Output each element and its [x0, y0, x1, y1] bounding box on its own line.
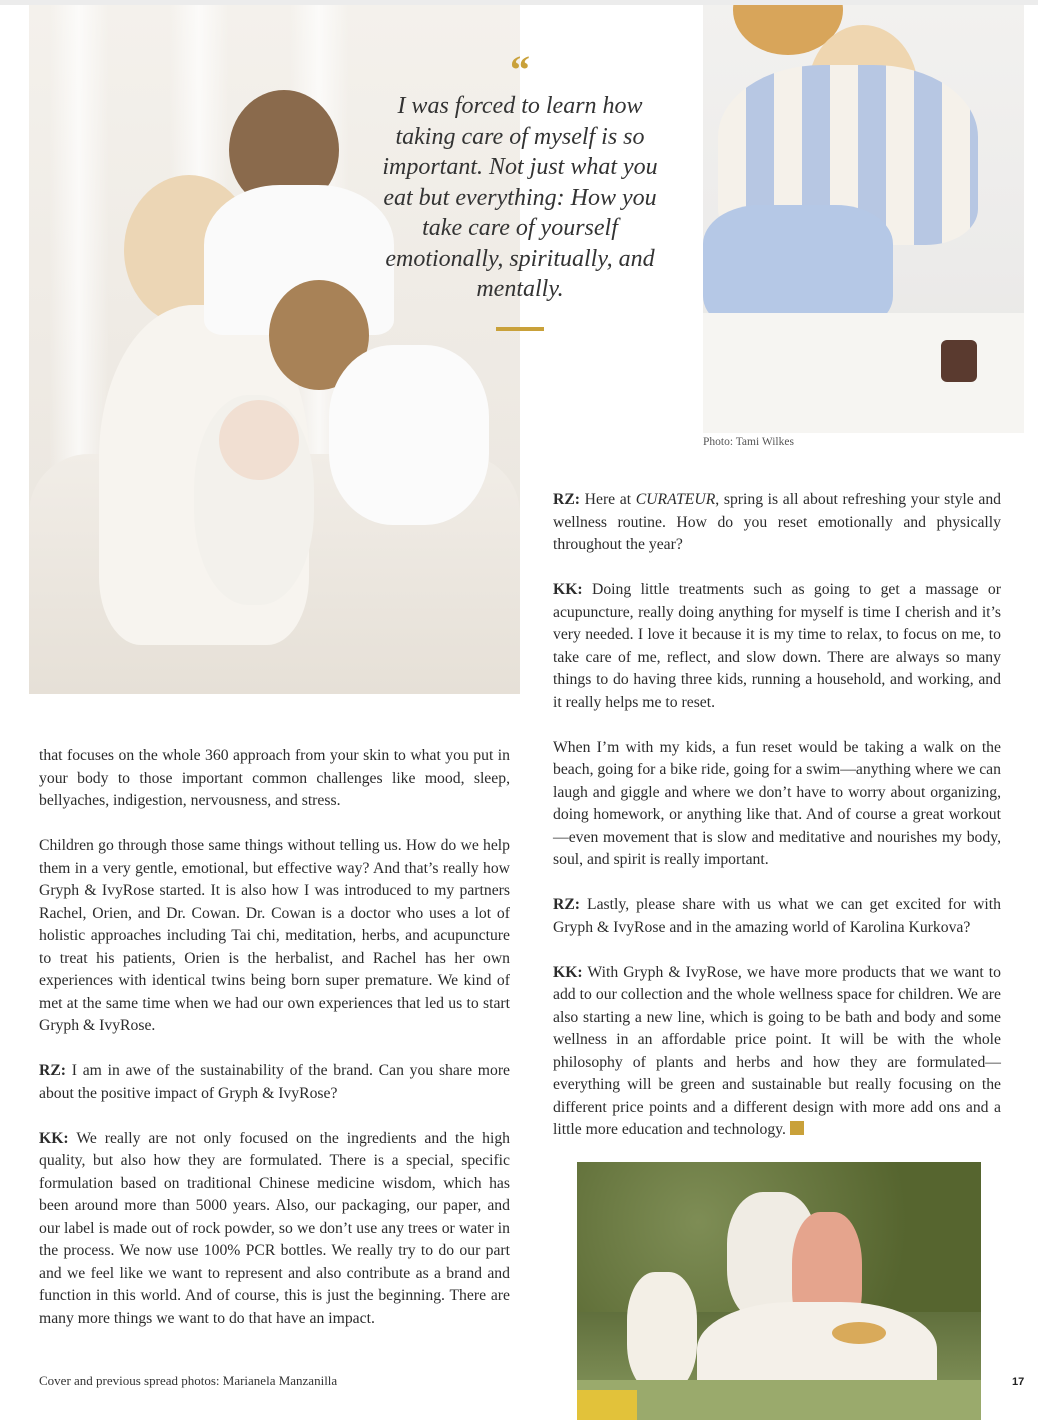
article-column-left: [39, 745, 510, 1330]
magazine-name: CURATEUR: [635, 491, 716, 508]
article-column-right: [553, 489, 1001, 1142]
paragraph: [39, 745, 510, 813]
paragraph: [553, 962, 1001, 1142]
paragraph: [553, 737, 1001, 872]
paragraph-text: Doing little treatments such as going to get a massage or acupuncture, really doing anything for myself is time I cherish and it’s very needed. I love it because it is my time to relax, to focus on me, to take care of me, reflect, and slow down. There are always so many things to do having three kids, running a household, and working, and it really helps me to reset.: [553, 581, 1001, 711]
speaker-label: KK:: [39, 1129, 69, 1147]
quote-mark-icon: “: [510, 47, 530, 92]
paragraph-text: We really are not only focused on the ingredients and the high quality, but also how they are formulated. There is a special, specific formulation based on traditional Chinese medicine wisdom, which has been around more than 5000 years. Also, our packaging, our paper, and our label is made out of rock powder, so we don’t use any trees or water in the process. We now use 100% PCR bottles. We really try to do our part and we feel like we want to represent and also contribute as a brand and function in this world. And of course, this is just the beginning. There are many more things we want to do that have an impact.: [39, 1129, 511, 1327]
speaker-label: RZ:: [39, 1062, 67, 1079]
speaker-label: KK:: [553, 581, 583, 598]
paragraph: [39, 1060, 510, 1105]
speaker-label: KK:: [553, 963, 583, 981]
paragraph-text: , spring is all about refreshing your style and wellness routine. How do you reset emotionally and physically throughout the year?: [553, 491, 1002, 553]
photo-credit: Cover and previous spread photos: Marianela Manzanilla: [39, 1373, 338, 1388]
page-number: 17: [1012, 1376, 1025, 1388]
paragraph-text: Lastly, please share with us what we can get excited for with Gryph & IvyRose and in the amazing world of Karolina Kurkova?: [553, 896, 1001, 936]
paragraph-text: When I’m with my kids, a fun reset would be taking a walk on the beach, going for a bike ride, going for a swim—anything where we can laugh and giggle and where we don’t have to worry about organizing, doing homework, or anything like that. And of course a great workout—even movement that is slow and meditative and nourishes my body, soul, and spirit is really important.: [553, 738, 1001, 868]
paragraph: [553, 489, 1001, 557]
pull-quote-text: I was forced to learn how taking care of myself is so important. Not just what you eat but everything: How you take care of yourself emotionally, spiritually, and mentally.: [382, 93, 658, 302]
paragraph-text: Here at: [584, 491, 636, 508]
paragraph: [39, 1128, 510, 1331]
paragraph: [553, 894, 1001, 939]
paragraph-text: that focuses on the whole 360 approach from your skin to what you put in your body to those important common challenges like mood, sleep, bellyaches, indigestion, nervousness, and stress.: [39, 747, 510, 809]
photo-caption: Photo: Tami Wilkes: [703, 436, 794, 448]
paragraph-text: Children go through those same things without telling us. How do we help them in a very gentle, emotional, but effective way? And that’s really how Gryph & IvyRose started. It is also how I was introduced to my partners Rachel, Orien, and Dr. Cowan. Dr. Cowan is a doctor who uses a lot of holistic approaches including Tai chi, meditation, herbs, and acupuncture to treat his patients, Orien is the herbalist, and Rachel has her own experiences with identical twins being born super premature. We kind of met at the same time when we had our own experiences that led us to start Gryph & IvyRose.: [39, 837, 510, 1034]
paragraph: [39, 835, 510, 1038]
speaker-label: RZ:: [553, 896, 581, 913]
end-mark-icon: [790, 1121, 804, 1135]
kids-group-photo: [577, 1162, 981, 1420]
paragraph-text: With Gryph & IvyRose, we have more products that we want to add to our collection and the whole wellness space for children. We are also starting a new line, which is going to be bath and body and some wellness in an affordable price point. It will be with the whole philosophy of plants and herbs and how they are formulated—everything will be green and sustainable but really focusing on the different price points and a different design with more add ons and a little more education and technology.: [553, 963, 1001, 1138]
paragraph: [553, 579, 1001, 714]
pull-quote: [380, 47, 660, 305]
quote-divider: [496, 327, 544, 331]
portrait-photo: [703, 5, 1024, 433]
speaker-label: RZ:: [553, 491, 581, 508]
paragraph-text: I am in awe of the sustainability of the brand. Can you share more about the positive impact of Gryph & IvyRose?: [39, 1062, 511, 1102]
